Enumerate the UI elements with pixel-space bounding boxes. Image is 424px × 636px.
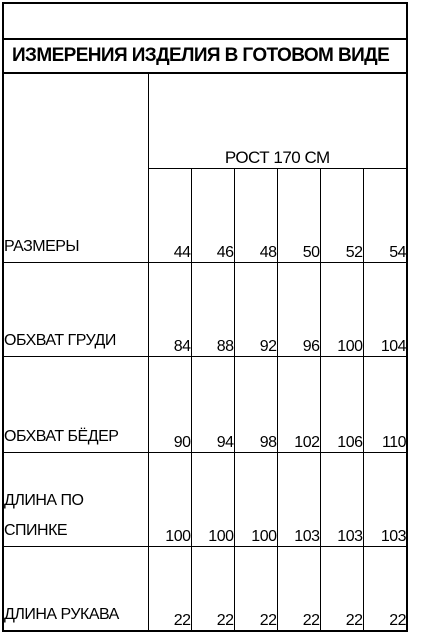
value-cell: 103 bbox=[320, 452, 363, 546]
size-cell: 54 bbox=[363, 168, 406, 262]
value-cell: 110 bbox=[363, 356, 406, 452]
row-label: ОБХВАТ ГРУДИ bbox=[4, 262, 148, 356]
page-title: ИЗМЕРЕНИЯ ИЗДЕЛИЯ В ГОТОВОМ ВИДЕ bbox=[4, 38, 406, 74]
value-cell: 22 bbox=[363, 546, 406, 630]
value-cell: 104 bbox=[363, 262, 406, 356]
table-row bbox=[4, 262, 406, 356]
size-cell: 50 bbox=[277, 168, 320, 262]
measurements-table bbox=[4, 74, 406, 630]
table-header-row bbox=[4, 74, 406, 168]
row-label-line: ДЛИНА ПО bbox=[4, 491, 84, 509]
row-label-line: СПИНКЕ bbox=[4, 521, 68, 539]
value-cell: 100 bbox=[320, 262, 363, 356]
table-row bbox=[4, 356, 406, 452]
size-cell: 44 bbox=[148, 168, 191, 262]
value-cell: 102 bbox=[277, 356, 320, 452]
size-cell: 46 bbox=[191, 168, 234, 262]
value-cell: 90 bbox=[148, 356, 191, 452]
value-cell: 96 bbox=[277, 262, 320, 356]
value-cell: 103 bbox=[363, 452, 406, 546]
height-label: РОСТ 170 СМ bbox=[148, 74, 406, 168]
value-cell: 98 bbox=[234, 356, 277, 452]
value-cell: 22 bbox=[191, 546, 234, 630]
row-label bbox=[4, 452, 148, 546]
table-row bbox=[4, 452, 406, 546]
value-cell: 100 bbox=[234, 452, 277, 546]
value-cell: 22 bbox=[320, 546, 363, 630]
value-cell: 22 bbox=[234, 546, 277, 630]
table-row bbox=[4, 546, 406, 630]
value-cell: 94 bbox=[191, 356, 234, 452]
value-cell: 22 bbox=[148, 546, 191, 630]
value-cell: 22 bbox=[277, 546, 320, 630]
value-cell: 84 bbox=[148, 262, 191, 356]
value-cell: 106 bbox=[320, 356, 363, 452]
size-chart bbox=[2, 2, 408, 632]
value-cell: 100 bbox=[148, 452, 191, 546]
header-label-cell: РАЗМЕРЫ bbox=[4, 74, 148, 262]
size-cell: 52 bbox=[320, 168, 363, 262]
row-label: ОБХВАТ БЁДЕР bbox=[4, 356, 148, 452]
value-cell: 103 bbox=[277, 452, 320, 546]
value-cell: 92 bbox=[234, 262, 277, 356]
size-cell: 48 bbox=[234, 168, 277, 262]
value-cell: 100 bbox=[191, 452, 234, 546]
row-label: ДЛИНА РУКАВА bbox=[4, 546, 148, 630]
value-cell: 88 bbox=[191, 262, 234, 356]
